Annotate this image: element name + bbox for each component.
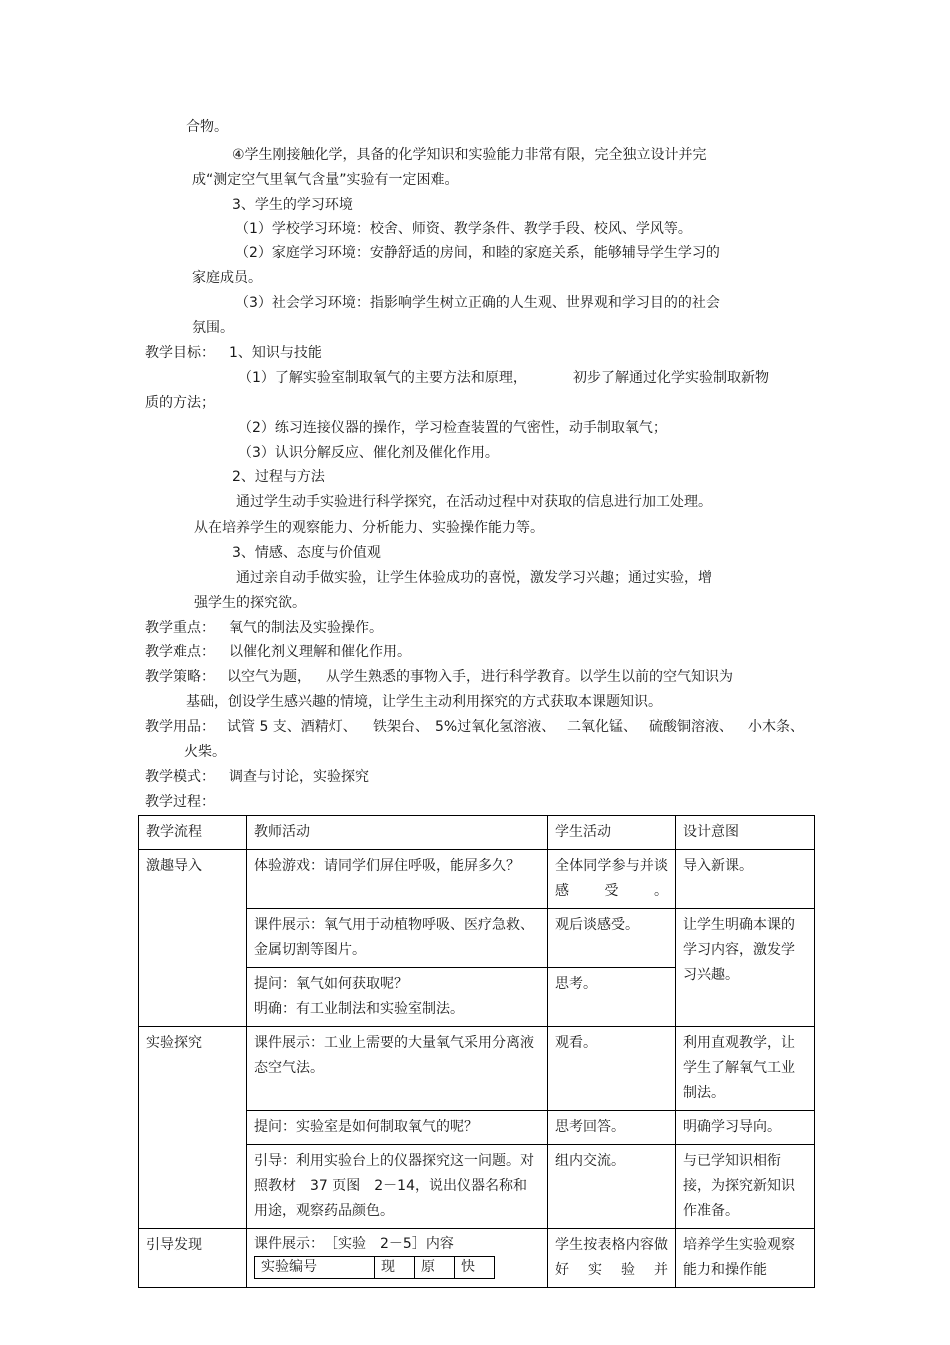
supply-item: 5%过氧化氢溶液、	[435, 719, 556, 735]
mode-label: 教学模式：	[145, 769, 215, 785]
experiment-header: 现	[375, 1257, 415, 1279]
supply-item: 铁架台、	[373, 719, 429, 735]
text-line: ④学生刚接触化学，具备的化学知识和实验能力非常有限，完全独立设计并完	[232, 147, 707, 163]
experiment-header-row	[255, 1257, 495, 1279]
process-label: 教学过程：	[145, 794, 215, 810]
text-line: 通过学生动手实验进行科学探究，在活动过程中对获取的信息进行加工处理。	[236, 494, 712, 510]
experiment-header: 原	[415, 1257, 455, 1279]
text-line: （1）学校学习环境：校舍、师资、教学条件、教学手段、校风、学风等。	[235, 221, 692, 237]
supply-item: 火柴。	[184, 744, 226, 760]
teacher-cell: 引导：利用实验台上的仪器探究这一问题。对照教材 37 页图 2－14，说出仪器名称和用途，观察药品颜色。	[247, 1145, 548, 1229]
table-row	[139, 850, 815, 909]
text-line: 家庭成员。	[192, 270, 262, 286]
text-line: 从在培养学生的观察能力、分析能力、实验操作能力等。	[194, 520, 544, 536]
text-line: 合物。	[186, 119, 228, 135]
text-line: （2）家庭学习环境：安静舒适的房间，和睦的家庭关系，能够辅导学生学习的	[235, 245, 720, 261]
text-line: 成“测定空气里氧气含量”实验有一定困难。	[192, 172, 459, 188]
intent-cell: 让学生明确本课的学习内容，激发学习兴趣。	[676, 909, 815, 1027]
teacher-clarify: 明确：有工业制法和实验室制法。	[254, 1001, 464, 1017]
teacher-cell: 课件展示：氧气用于动植物呼吸、医疗急救、金属切割等图片。	[247, 909, 548, 968]
stage-cell: 激趣导入	[139, 850, 247, 1027]
supplies-label: 教学用品：	[145, 719, 215, 735]
text-line: （1）了解实验室制取氧气的主要方法和原理，	[238, 370, 527, 386]
table-row	[139, 1027, 815, 1111]
table-row	[139, 1229, 815, 1288]
strategy-text: 从学生熟悉的事物入手，	[326, 669, 480, 685]
text-line: 通过亲自动手做实验，让学生体验成功的喜悦，激发学习兴趣；通过实验，增	[236, 570, 712, 586]
mode-text: 调查与讨论，实验探究	[229, 769, 369, 785]
table-header-row	[139, 816, 815, 850]
section-heading: 3、学生的学习环境	[232, 197, 353, 213]
table-header: 学生活动	[548, 816, 676, 850]
strategy-text: 进行科学教育。以学生以前的空气知识为	[481, 669, 733, 685]
teacher-cell: 体验游戏：请同学们屏住呼吸，能屏多久？	[247, 850, 548, 909]
supply-item: 二氧化锰、	[567, 719, 637, 735]
difficulty-label: 教学难点：	[145, 644, 215, 660]
student-cell: 学生按表格内容做好实验并	[548, 1229, 676, 1288]
experiment-header: 实验编号	[255, 1257, 375, 1279]
table-header: 设计意图	[676, 816, 815, 850]
student-cell: 观看。	[548, 1027, 676, 1111]
intent-cell: 明确学习导向。	[676, 1111, 815, 1145]
intent-cell: 利用直观教学，让学生了解氧气工业制法。	[676, 1027, 815, 1111]
teacher-cell	[247, 1229, 548, 1288]
student-cell: 组内交流。	[548, 1145, 676, 1229]
table-header: 教学流程	[139, 816, 247, 850]
objectives-heading-values: 3、情感、态度与价值观	[232, 545, 381, 561]
text-line: （2）练习连接仪器的操作，学习检查装置的气密性，动手制取氧气；	[238, 420, 667, 436]
process-table	[138, 815, 815, 1288]
experiment-header: 快	[455, 1257, 495, 1279]
text-line: 质的方法；	[145, 395, 215, 411]
intent-cell: 培养学生实验观察能力和操作能	[676, 1229, 815, 1288]
teacher-cell: 提问：实验室是如何制取氧气的呢？	[247, 1111, 548, 1145]
strategy-label: 教学策略：	[145, 669, 215, 685]
experiment-table	[254, 1256, 495, 1279]
intent-cell: 导入新课。	[676, 850, 815, 909]
text-line: 强学生的探究欲。	[194, 595, 306, 611]
key-point-label: 教学重点：	[145, 620, 215, 636]
student-cell: 思考回答。	[548, 1111, 676, 1145]
objectives-heading-process: 2、过程与方法	[232, 469, 325, 485]
teacher-cell	[247, 968, 548, 1027]
text-line: 氛围。	[192, 320, 234, 336]
objectives-heading-knowledge: 1、知识与技能	[229, 345, 322, 361]
text-line: （3）认识分解反应、催化剂及催化作用。	[238, 445, 499, 461]
supply-item: 小木条、	[748, 719, 804, 735]
stage-cell: 引导发现	[139, 1229, 247, 1288]
difficulty-text: 以催化剂义理解和催化作用。	[229, 644, 411, 660]
table-header: 教师活动	[247, 816, 548, 850]
stage-cell: 实验探究	[139, 1027, 247, 1229]
strategy-text: 以空气为题，	[227, 669, 311, 685]
teacher-slide: 课件展示： ［实验 2－5］内容	[254, 1236, 454, 1252]
text-line: 初步了解通过化学实验制取新物	[573, 370, 769, 386]
key-point-text: 氧气的制法及实验操作。	[229, 620, 383, 636]
text-line: （3）社会学习环境：指影响学生树立正确的人生观、世界观和学习目的的社会	[235, 295, 720, 311]
teacher-cell: 课件展示：工业上需要的大量氧气采用分离液态空气法。	[247, 1027, 548, 1111]
student-cell: 全体同学参与并谈感受。	[548, 850, 676, 909]
student-cell: 思考。	[548, 968, 676, 1027]
teacher-question: 提问：氧气如何获取呢？	[254, 976, 408, 992]
intent-cell: 与已学知识相衔接，为探究新知识作准备。	[676, 1145, 815, 1229]
supply-item: 试管 5 支、酒精灯、	[227, 719, 357, 735]
strategy-text: 基础，创设学生感兴趣的情境，让学生主动利用探究的方式获取本课题知识。	[186, 694, 662, 710]
supply-item: 硫酸铜溶液、	[649, 719, 733, 735]
objectives-label: 教学目标：	[145, 345, 215, 361]
student-cell: 观后谈感受。	[548, 909, 676, 968]
